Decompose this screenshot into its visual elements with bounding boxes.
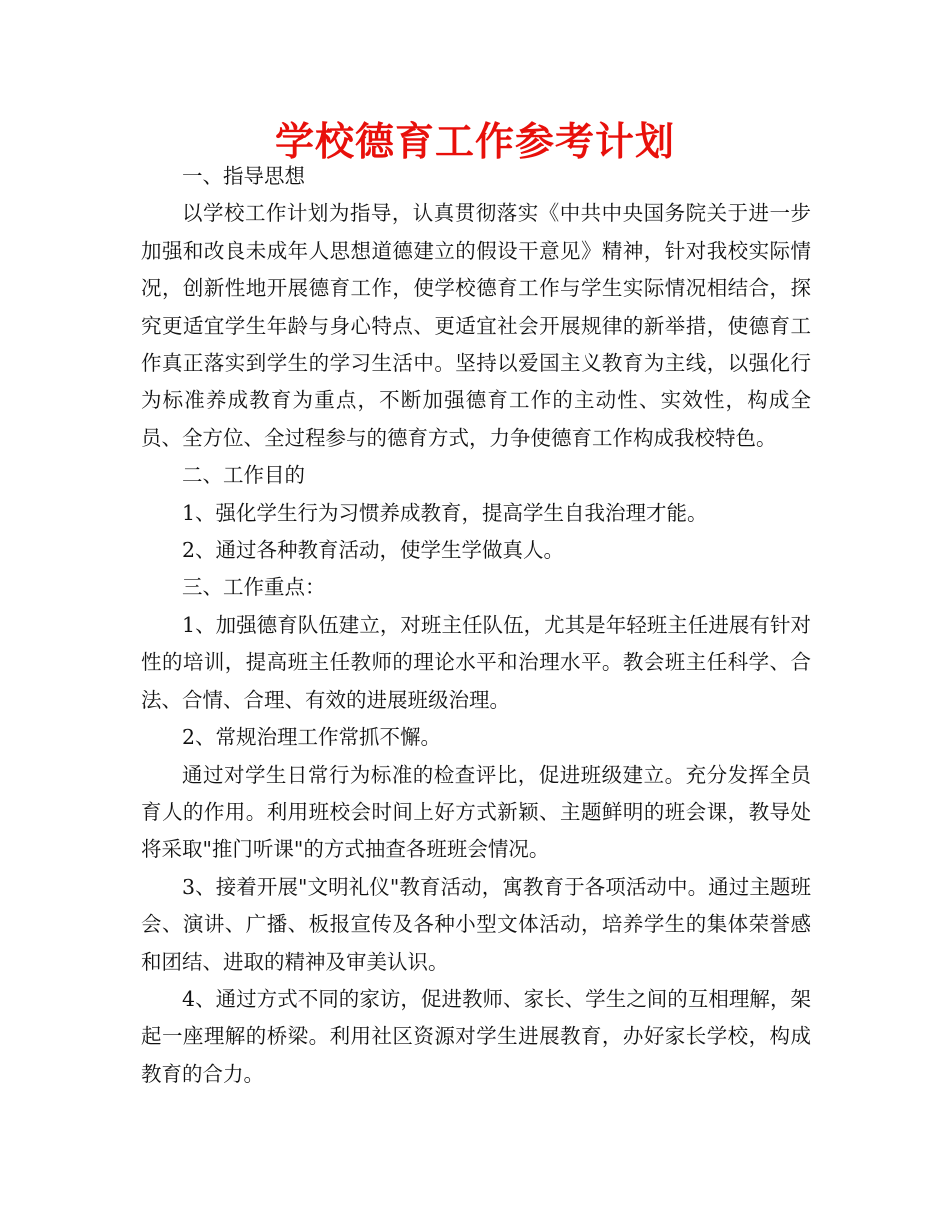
heading-work-goals: 二、工作目的 xyxy=(182,463,305,488)
focus-item-4: 4、通过方式不同的家访，促进教师、家长、学生之间的互相理解，架起一座理解的桥梁。利用社区资源对学生进展教育，办好家长学校，构成教育的合力。 xyxy=(141,986,811,1086)
focus-item-2-detail: 通过对学生日常行为标准的检查评比，促进班级建立。充分发挥全员育人的作用。利用班校会时间上好方式新颖、主题鲜明的班会课，教导处将采取"推门听课"的方式抽查各班班会情况。 xyxy=(141,762,811,862)
document-title: 学校德育工作参考计划 xyxy=(274,120,675,165)
heading-work-focus: 三、工作重点： xyxy=(182,575,326,600)
goal-item-1: 1、强化学生行为习惯养成教育，提高学生自我治理才能。 xyxy=(182,500,708,525)
focus-item-2: 2、常规治理工作常抓不懈。 xyxy=(182,725,442,750)
focus-item-1: 1、加强德育队伍建立，对班主任队伍，尤其是年轻班主任进展有针对性的培训，提高班主任教师的理论水平和治理水平。教会班主任科学、合法、合情、合理、有效的进展班级治理。 xyxy=(141,612,811,712)
document-body xyxy=(141,158,811,1093)
focus-item-3: 3、接着开展"文明礼仪"教育活动，寓教育于各项活动中。通过主题班会、演讲、广播、板报宣传及各种小型文体活动，培养学生的集体荣誉感和团结、进取的精神及审美认识。 xyxy=(141,874,811,974)
paragraph-guiding-ideology: 以学校工作计划为指导，认真贯彻落实《中共中央国务院关于进一步加强和改良未成年人思想道德建立的假设干意见》精神，针对我校实际情况，创新性地开展德育工作，使学校德育工作与学生实际情况相结合，探究更适宜学生年龄与身心特点、更适宜社会开展规律的新举措，使德育工作真正落实到学生的学习生活中。坚持以爱国主义教育为主线，以强化行为标准养成教育为重点，不断加强德育工作的主动性、实效性，构成全员、全方位、全过程参与的德育方式，力争使德育工作构成我校特色。 xyxy=(141,201,811,450)
heading-guiding-ideology: 一、指导思想 xyxy=(182,164,305,188)
goal-item-2: 2、通过各种教育活动，使学生学做真人。 xyxy=(182,538,565,563)
